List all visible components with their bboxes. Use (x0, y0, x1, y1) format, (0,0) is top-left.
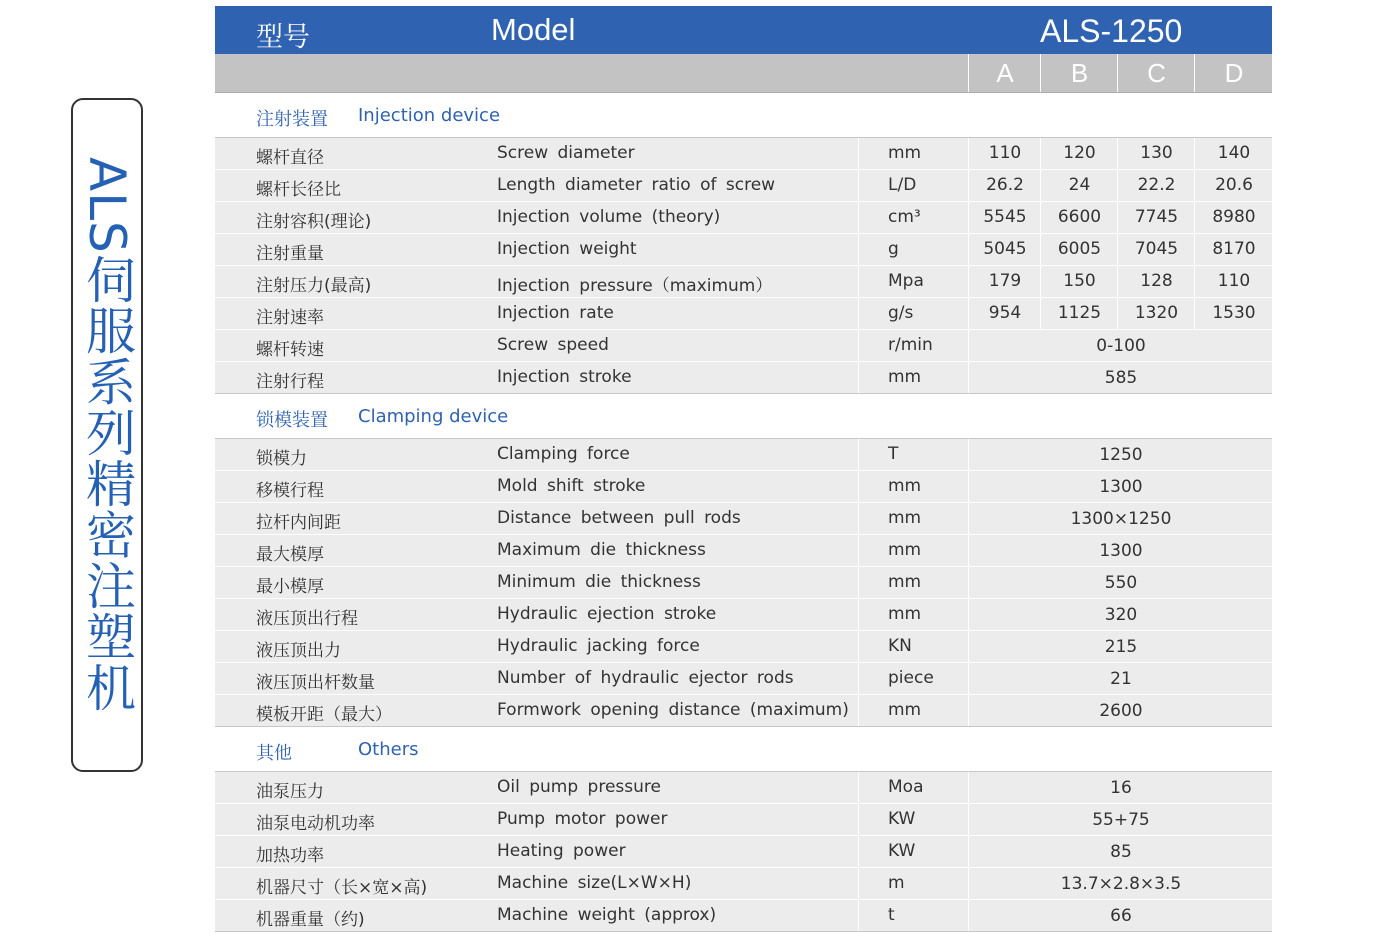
value-a: 26.2 (968, 170, 1041, 201)
value-d: 20.6 (1194, 170, 1273, 201)
table-row (215, 567, 1272, 599)
table-row (215, 362, 1272, 394)
table-row (215, 599, 1272, 631)
param-name-cn: 液压顶出力 (256, 641, 341, 661)
sections-container (215, 93, 1272, 932)
value-all: 215 (968, 631, 1273, 662)
spec-table (215, 6, 1272, 932)
param-name-en: Hydraulic jacking force (497, 636, 700, 656)
param-unit: mm (858, 599, 968, 630)
header-label-cn: 型号 (256, 22, 310, 53)
value-all: 66 (968, 900, 1273, 931)
param-unit: KN (858, 631, 968, 662)
column-a-header: A (968, 54, 1041, 92)
value-a: 5045 (968, 234, 1041, 265)
value-b: 6600 (1040, 202, 1118, 233)
table-row (215, 868, 1272, 900)
param-name-en: Clamping force (497, 444, 630, 464)
table-row (215, 137, 1272, 170)
value-all: 1300×1250 (968, 503, 1273, 534)
param-name-en: Injection pressure（maximum） (497, 276, 773, 296)
value-c: 1320 (1117, 298, 1195, 329)
section-title-en: Others (358, 739, 419, 760)
param-unit: mm (858, 567, 968, 598)
table-row (215, 471, 1272, 503)
table-row (215, 804, 1272, 836)
param-unit: Mpa (858, 266, 968, 297)
value-a: 179 (968, 266, 1041, 297)
value-all: 1300 (968, 471, 1273, 502)
value-b: 1125 (1040, 298, 1118, 329)
param-name-cn: 注射行程 (256, 372, 324, 392)
value-all: 21 (968, 663, 1273, 694)
value-all: 85 (968, 836, 1273, 867)
section-header (215, 394, 1272, 438)
table-row (215, 234, 1272, 266)
value-all: 55+75 (968, 804, 1273, 835)
section-title-cn: 其他 (256, 743, 292, 764)
value-all: 13.7×2.8×3.5 (968, 868, 1273, 899)
value-a: 110 (968, 138, 1041, 169)
value-c: 22.2 (1117, 170, 1195, 201)
param-name-cn: 机器重量（约) (256, 910, 365, 930)
value-b: 150 (1040, 266, 1118, 297)
param-name-en: Distance between pull rods (497, 508, 741, 528)
section-header (215, 93, 1272, 137)
section-title-en: Injection device (358, 105, 501, 126)
param-name-cn: 最大模厚 (256, 545, 324, 565)
param-unit: m (858, 868, 968, 899)
param-unit: T (858, 439, 968, 470)
param-name-cn: 移模行程 (256, 481, 324, 501)
param-name-cn: 最小模厚 (256, 577, 324, 597)
value-b: 120 (1040, 138, 1118, 169)
param-unit: piece (858, 663, 968, 694)
table-row (215, 330, 1272, 362)
param-name-en: Number of hydraulic ejector rods (497, 668, 794, 688)
param-name-cn: 模板开距（最大） (256, 705, 392, 725)
param-name-en: Heating power (497, 841, 626, 861)
table-row (215, 535, 1272, 567)
value-all: 0-100 (968, 330, 1273, 361)
header-label-en: Model (491, 12, 576, 47)
table-row (215, 266, 1272, 298)
param-unit: mm (858, 695, 968, 726)
section-title-cn: 注射装置 (256, 109, 328, 130)
param-name-en: Pump motor power (497, 809, 668, 829)
param-name-cn: 注射容积(理论) (256, 212, 372, 232)
table-row (215, 298, 1272, 330)
table-row (215, 771, 1272, 804)
param-name-cn: 注射速率 (256, 308, 324, 328)
param-unit: Moa (858, 772, 968, 803)
param-name-en: Screw diameter (497, 143, 635, 163)
param-unit: L/D (858, 170, 968, 201)
value-d: 8980 (1194, 202, 1273, 233)
table-row (215, 438, 1272, 471)
value-c: 130 (1117, 138, 1195, 169)
param-unit: g/s (858, 298, 968, 329)
param-name-en: Length diameter ratio of screw (497, 175, 776, 195)
side-title: ALS伺服系列精密注塑机 (78, 157, 136, 713)
param-name-en: Oil pump pressure (497, 777, 661, 797)
value-all: 1300 (968, 535, 1273, 566)
value-d: 1530 (1194, 298, 1273, 329)
param-unit: cm³ (858, 202, 968, 233)
table-header (215, 6, 1272, 54)
param-unit: mm (858, 471, 968, 502)
param-name-en: Minimum die thickness (497, 572, 701, 592)
param-name-cn: 油泵电动机功率 (256, 814, 375, 834)
value-d: 110 (1194, 266, 1273, 297)
value-all: 320 (968, 599, 1273, 630)
table-row (215, 631, 1272, 663)
table-row (215, 170, 1272, 202)
param-name-cn: 机器尺寸（长×宽×高) (256, 878, 428, 898)
section-rows (215, 438, 1272, 727)
table-row (215, 503, 1272, 535)
param-name-cn: 油泵压力 (256, 782, 324, 802)
param-unit: KW (858, 836, 968, 867)
param-name-en: Formwork opening distance (maximum) (497, 700, 849, 720)
param-unit: r/min (858, 330, 968, 361)
param-unit: KW (858, 804, 968, 835)
param-name-cn: 加热功率 (256, 846, 324, 866)
value-a: 954 (968, 298, 1041, 329)
param-name-en: Maximum die thickness (497, 540, 706, 560)
side-title-box (71, 98, 143, 772)
param-name-cn: 螺杆转速 (256, 340, 324, 360)
value-c: 7045 (1117, 234, 1195, 265)
param-name-en: Injection stroke (497, 367, 632, 387)
value-d: 8170 (1194, 234, 1273, 265)
param-name-cn: 锁模力 (256, 449, 307, 469)
table-row (215, 663, 1272, 695)
value-c: 7745 (1117, 202, 1195, 233)
value-all: 550 (968, 567, 1273, 598)
param-unit: g (858, 234, 968, 265)
table-row (215, 695, 1272, 727)
param-name-en: Hydraulic ejection stroke (497, 604, 717, 624)
param-name-cn: 注射重量 (256, 244, 324, 264)
section-header (215, 727, 1272, 771)
param-name-cn: 液压顶出杆数量 (256, 673, 375, 693)
section-rows (215, 771, 1272, 932)
param-name-en: Injection weight (497, 239, 637, 259)
value-a: 5545 (968, 202, 1041, 233)
param-unit: mm (858, 138, 968, 169)
table-row (215, 836, 1272, 868)
param-name-en: Screw speed (497, 335, 609, 355)
value-all: 585 (968, 362, 1273, 393)
param-name-cn: 注射压力(最高) (256, 276, 372, 296)
column-header-row (215, 54, 1272, 93)
param-unit: mm (858, 503, 968, 534)
value-c: 128 (1117, 266, 1195, 297)
param-name-en: Mold shift stroke (497, 476, 646, 496)
column-c-header: C (1117, 54, 1195, 92)
param-name-cn: 液压顶出行程 (256, 609, 358, 629)
param-unit: t (858, 900, 968, 931)
table-row (215, 900, 1272, 932)
value-all: 1250 (968, 439, 1273, 470)
column-d-header: D (1194, 54, 1273, 92)
param-unit: mm (858, 535, 968, 566)
table-row (215, 202, 1272, 234)
param-name-cn: 螺杆长径比 (256, 180, 341, 200)
param-name-en: Injection rate (497, 303, 614, 323)
model-name: ALS-1250 (1040, 13, 1183, 49)
section-rows (215, 137, 1272, 394)
param-name-en: Machine weight (approx) (497, 905, 717, 925)
value-all: 16 (968, 772, 1273, 803)
param-name-en: Machine size(L×W×H) (497, 873, 692, 893)
section-title-en: Clamping device (358, 406, 509, 427)
param-name-cn: 螺杆直径 (256, 148, 324, 168)
section-title-cn: 锁模装置 (256, 410, 328, 431)
value-b: 6005 (1040, 234, 1118, 265)
value-d: 140 (1194, 138, 1273, 169)
param-name-en: Injection volume (theory) (497, 207, 721, 227)
value-all: 2600 (968, 695, 1273, 726)
param-unit: mm (858, 362, 968, 393)
value-b: 24 (1040, 170, 1118, 201)
column-b-header: B (1040, 54, 1118, 92)
param-name-cn: 拉杆内间距 (256, 513, 341, 533)
